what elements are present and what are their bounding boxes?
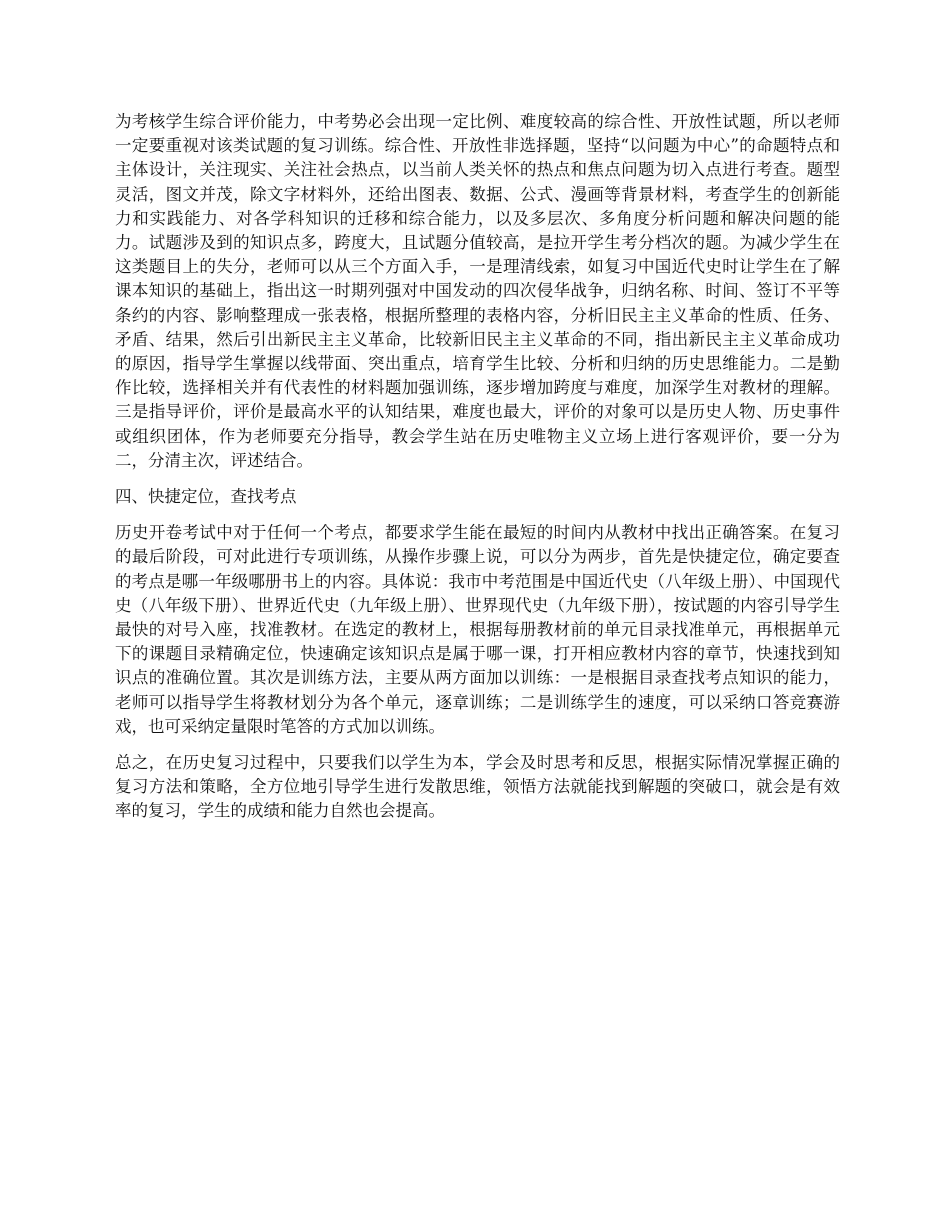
section-heading: 四、快捷定位，查找考点: [115, 487, 297, 507]
paragraph-conclusion: 总之，在历史复习过程中，只要我们以学生为本，学会及时思考和反思，根据实际情况掌握正确的复习方法和策略，全方位地引导学生进行发散思维，领悟方法就能找到解题的突破口，就会是有效率的复习，学生的成绩和能力自然也会提高。: [115, 753, 840, 821]
paragraph-quick-positioning: 历史开卷考试中对于任何一个考点，都要求学生能在最短的时间内从教材中找出正确答案。在复习的最后阶段，可对此进行专项训练，从操作步骤上说，可以分为两步，首先是快捷定位，确定要查的考点是哪一年级哪册书上的内容。具体说：我市中考范围是中国近代史（八年级上册）、中国现代史（八年级下册）、世界近代史（九年级上册）、世界现代史（九年级下册），按试题的内容引导学生最快的对号入座，找准教材。在选定的教材上，根据每册教材前的单元目录找准单元，再根据单元下的课题目录精确定位，快速确定该知识点是属于哪一课，打开相应教材内容的章节，快速找到知识点的准确位置。其次是训练方法，主要从两方面加以训练：一是根据目录查找考点知识的能力，老师可以指导学生将教材划分为各个单元，逐章训练；二是训练学生的速度，可以采纳口答竞赛游戏，也可采纳定量限时笔答的方式加以训练。: [115, 523, 840, 736]
document-page: [115, 110, 840, 836]
paragraph-comprehensive-questions: 为考核学生综合评价能力，中考势必会出现一定比例、难度较高的综合性、开放性试题，所以老师一定要重视对该类试题的复习训练。综合性、开放性非选择题，坚持“以问题为中心”的命题特点和主体设计，关注现实、关注社会热点，以当前人类关怀的热点和焦点问题为切入点进行考查。题型灵活，图文并茂，除文字材料外，还给出图表、数据、公式、漫画等背景材料，考查学生的创新能力和实践能力、对各学科知识的迁移和综合能力，以及多层次、多角度分析问题和解决问题的能力。试题涉及到的知识点多，跨度大，且试题分值较高，是拉开学生考分档次的题。为减少学生在这类题目上的失分，老师可以从三个方面入手，一是理清线索，如复习中国近代史时让学生在了解课本知识的基础上，指出这一时期列强对中国发动的四次侵华战争，归纳名称、时间、签订不平等条约的内容、影响整理成一张表格，根据所整理的表格内容，分析旧民主主义革命的性质、任务、矛盾、结果，然后引出新民主主义革命，比较新旧民主主义革命的不同，指出新民主主义革命成功的原因，指导学生掌握以线带面、突出重点，培育学生比较、分析和归纳的历史思维能力。二是勤作比较，选择相关并有代表性的材料题加强训练，逐步增加跨度与难度，加深学生对教材的理解。三是指导评价，评价是最高水平的认知结果，难度也最大，评价的对象可以是历史人物、历史事件或组织团体，作为老师要充分指导，教会学生站在历史唯物主义立场上进行客观评价，要一分为二，分清主次，评述结合。: [115, 112, 840, 470]
